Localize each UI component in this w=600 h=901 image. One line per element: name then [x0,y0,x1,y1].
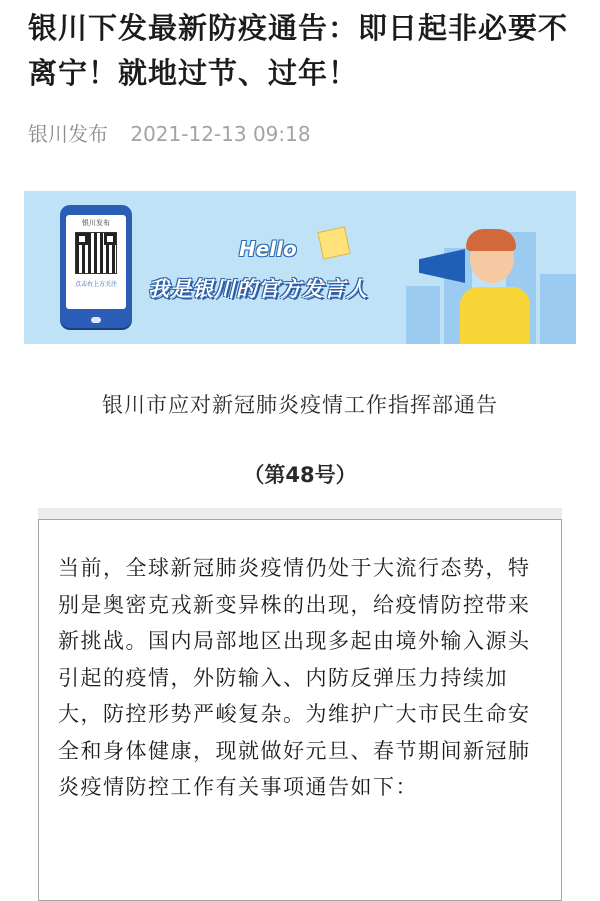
content-separator [38,508,562,519]
building-shape [540,274,576,344]
sticky-note-icon [317,226,350,259]
notice-paragraph: 当前，全球新冠肺炎疫情仍处于大流行态势，特别是奥密克戎新变异株的出现，给疫情防控带来新挑战。国内局部地区出现多起由境外输入源头引起的疫情，外防输入、内防反弹压力持续加大，防控形势严峻复杂。为维护广大市民生命安全和身体健康，现就做好元旦、春节期间新冠肺炎疫情防控工作有关事项通告如下： [58,556,531,799]
phone-screen [66,215,126,309]
phone-home-button [91,317,101,323]
person-shirt [460,287,530,344]
banner-image [24,191,576,344]
notice-number: （第48号） [243,463,357,487]
article-title: 银川下发最新防疫通告：即日起非必要不离宁！就地过节、过年！ [28,11,569,90]
banner-hello: Hello [239,237,297,261]
phone-illustration [60,205,132,328]
notice-title: 银川市应对新冠肺炎疫情工作指挥部通告 [102,393,498,417]
qr-code-icon [76,233,116,273]
phone-brand-text: 银川发布 [82,219,110,227]
source-link[interactable]: 银川发布 [28,122,108,146]
spokesperson-illustration [454,229,534,344]
building-shape [406,286,440,344]
publish-time: 2021-12-13 09:18 [130,122,311,146]
article-meta [28,118,311,147]
phone-scan-text: 点击右上方关注 [74,281,117,288]
banner-slogan: 我是银川的官方发言人 [148,277,368,301]
person-hair [466,229,516,251]
